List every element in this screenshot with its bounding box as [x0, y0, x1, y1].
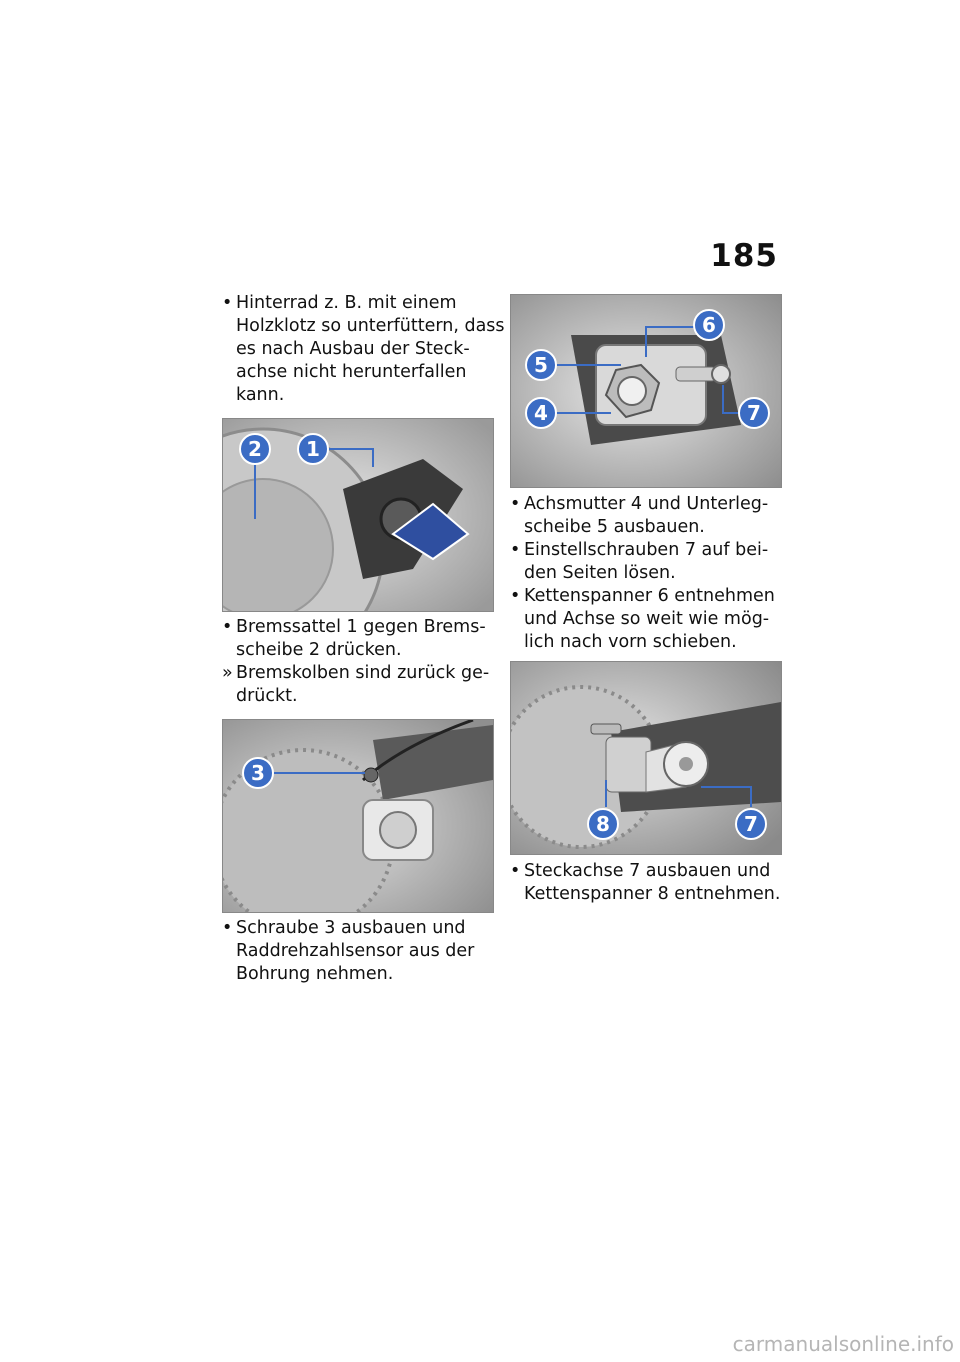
callout-label: 7 — [747, 401, 761, 425]
step-remove-axle — [510, 860, 796, 906]
callout-label: 4 — [534, 401, 548, 425]
step-loosen-screws — [510, 539, 796, 585]
text-line: Schraube 3 ausbauen und — [236, 918, 466, 938]
text-line: Bremssattel 1 gegen Brems- — [236, 617, 486, 637]
step-press-caliper — [222, 616, 508, 662]
text-line: achse nicht herunterfallen — [236, 362, 467, 382]
text-line: Kettenspanner 6 entnehmen — [524, 586, 775, 606]
text-line: kann. — [236, 385, 285, 405]
text-line: Hinterrad z. B. mit einem — [236, 293, 457, 313]
text-line: Kettenspanner 8 entnehmen. — [524, 884, 781, 904]
callout-label: 3 — [251, 761, 265, 785]
text-line: scheibe 5 ausbauen. — [524, 517, 705, 537]
bullet: • — [222, 617, 233, 637]
text-line: Einstellschrauben 7 auf bei- — [524, 540, 769, 560]
figure-axle-removal — [510, 661, 782, 855]
callout-label: 1 — [306, 437, 320, 461]
text-line: lich nach vorn schieben. — [524, 632, 737, 652]
text-line: scheibe 2 drücken. — [236, 640, 402, 660]
text-line: und Achse so weit wie mög- — [524, 609, 770, 629]
step-remove-axle-nut — [510, 493, 796, 539]
bullet: • — [222, 918, 233, 938]
text-line: den Seiten lösen. — [524, 563, 676, 583]
figure-axle-nut — [510, 294, 782, 488]
figure-speed-sensor — [222, 719, 494, 913]
callout-label: 6 — [702, 313, 716, 337]
callout-label: 2 — [248, 437, 262, 461]
text-line: es nach Ausbau der Steck- — [236, 339, 470, 359]
bullet: • — [510, 540, 521, 560]
text-line: Bremskolben sind zurück ge- — [236, 663, 490, 683]
watermark: carmanualsonline.info — [732, 1332, 954, 1356]
step-remove-tensioner — [510, 585, 796, 654]
result-marker: » — [222, 663, 233, 683]
text-line: drückt. — [236, 686, 298, 706]
text-line: Raddrehzahlsensor aus der — [236, 941, 475, 961]
text-line: Achsmutter 4 und Unterleg- — [524, 494, 769, 514]
bullet: • — [510, 494, 521, 514]
text-line: Steckachse 7 ausbauen und — [524, 861, 771, 881]
step-support-wheel — [222, 292, 508, 407]
callout-label: 7 — [744, 812, 758, 836]
bullet: • — [222, 293, 233, 313]
bullet: • — [510, 861, 521, 881]
bullet: • — [510, 586, 521, 606]
text-line: Holzklotz so unterfüttern, dass — [236, 316, 505, 336]
page-number: 185 — [710, 238, 778, 274]
callout-label: 8 — [596, 812, 610, 836]
callout-label: 5 — [534, 353, 548, 377]
figure-brake-caliper — [222, 418, 494, 612]
result-pistons-pushed — [222, 662, 508, 708]
step-remove-screw — [222, 917, 508, 986]
text-line: Bohrung nehmen. — [236, 964, 394, 984]
